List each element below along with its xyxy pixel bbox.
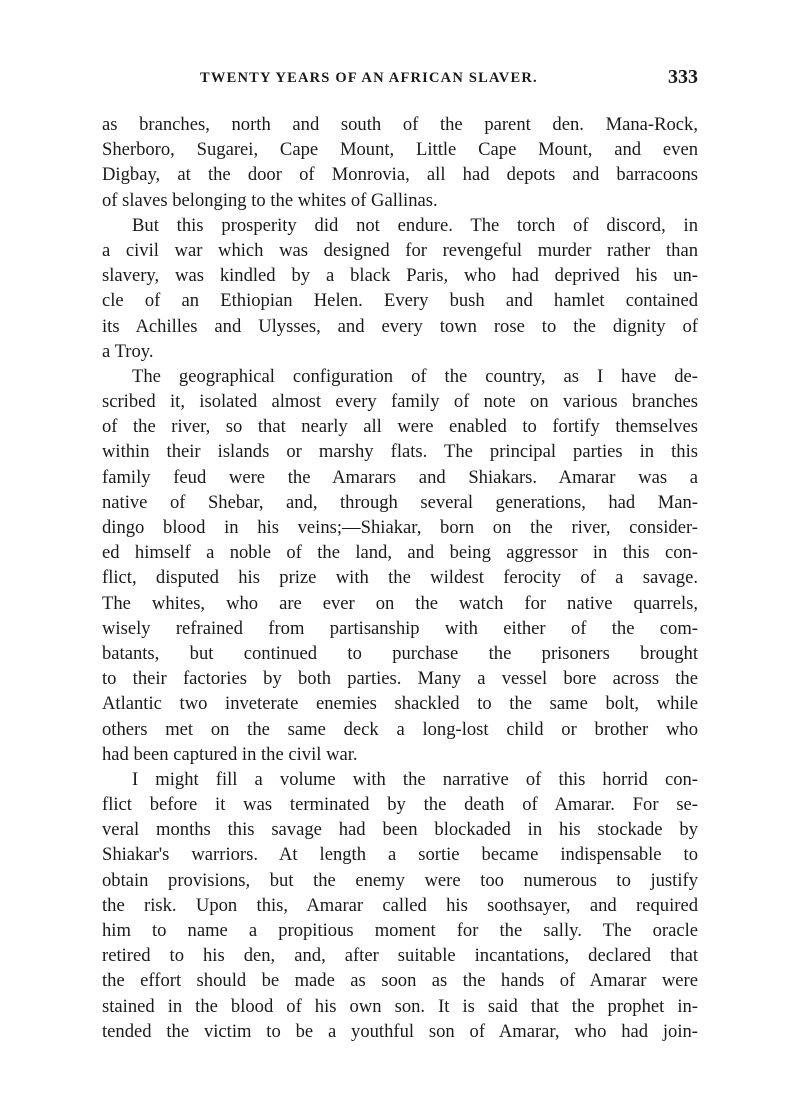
- text-line: dingo blood in his veins;—Shiakar, born on the river, consider-: [102, 517, 698, 538]
- text-line: Atlantic two inveterate enemies shackled to the same bolt, while: [102, 693, 698, 715]
- text-line: The whites, who are ever on the watch for native quarrels,: [102, 592, 698, 614]
- text-line: veral months this savage had been blockaded in his stockade by: [102, 819, 698, 841]
- text-line: to their factories by both parties. Many a vessel bore across the: [102, 668, 698, 690]
- text-line: the risk. Upon this, Amarar called his soothsayer, and required: [102, 894, 698, 916]
- text-line: I might fill a volume with the narrative of this horrid con-: [132, 768, 698, 790]
- text-line: ed himself a noble of the land, and being aggressor in this con-: [102, 542, 698, 564]
- text-line: slavery, was kindled by a black Paris, who had deprived his un-: [102, 265, 698, 287]
- text-line: flict before it was terminated by the death of Amarar. For se-: [102, 794, 698, 816]
- text-line: retired to his den, and, after suitable incantations, declared that: [102, 945, 698, 967]
- text-line: flict, disputed his prize with the wildest ferocity of a savage.: [102, 567, 698, 589]
- text-line: Sherboro, Sugarei, Cape Mount, Little Cape Mount, and even: [102, 139, 698, 161]
- text-line: obtain provisions, but the enemy were too numerous to justify: [102, 869, 698, 891]
- text-line: cle of an Ethiopian Helen. Every bush and hamlet contained: [102, 290, 698, 312]
- text-line: batants, but continued to purchase the prisoners brought: [102, 642, 698, 664]
- page-number: 333: [668, 66, 698, 88]
- text-line: wisely refrained from partisanship with either of the com-: [102, 617, 698, 639]
- text-line: of slaves belonging to the whites of Gallinas.: [102, 189, 438, 211]
- text-line: had been captured in the civil war.: [102, 743, 358, 765]
- text-line: stained in the blood of his own son. It is said that the prophet in-: [102, 995, 698, 1017]
- page-header: [100, 66, 698, 94]
- text-line: its Achilles and Ulysses, and every town rose to the dignity of: [102, 315, 698, 337]
- text-line: tended the victim to be a youthful son of Amarar, who had join-: [102, 1020, 698, 1042]
- text-line: within their islands or marshy flats. The principal parties in this: [102, 441, 698, 463]
- text-line: Shiakar's warriors. At length a sortie became indispensable to: [102, 844, 698, 866]
- text-line: him to name a propitious moment for the sally. The oracle: [102, 920, 698, 941]
- text-line: Digbay, at the door of Monrovia, all had depots and barracoons: [102, 164, 698, 186]
- text-line: But this prosperity did not endure. The torch of discord, in: [132, 214, 698, 236]
- text-line: scribed it, isolated almost every family of note on various branches: [102, 391, 698, 413]
- text-line: the effort should be made as soon as the hands of Amarar were: [102, 970, 698, 992]
- text-line: family feud were the Amarars and Shiakars. Amarar was a: [102, 466, 698, 488]
- text-line: as branches, north and south of the parent den. Mana-Rock,: [102, 114, 698, 135]
- text-line: others met on the same deck a long-lost child or brother who: [102, 718, 698, 740]
- body-text: [102, 112, 698, 1044]
- text-line: a Troy.: [102, 340, 154, 362]
- text-line: of the river, so that nearly all were enabled to fortify themselves: [102, 416, 698, 438]
- text-line: The geographical configuration of the country, as I have de-: [132, 365, 698, 387]
- text-line: a civil war which was designed for revengeful murder rather than: [102, 239, 698, 261]
- running-head: TWENTY YEARS OF AN AFRICAN SLAVER.: [200, 70, 538, 86]
- text-line: native of Shebar, and, through several generations, had Man-: [102, 491, 698, 513]
